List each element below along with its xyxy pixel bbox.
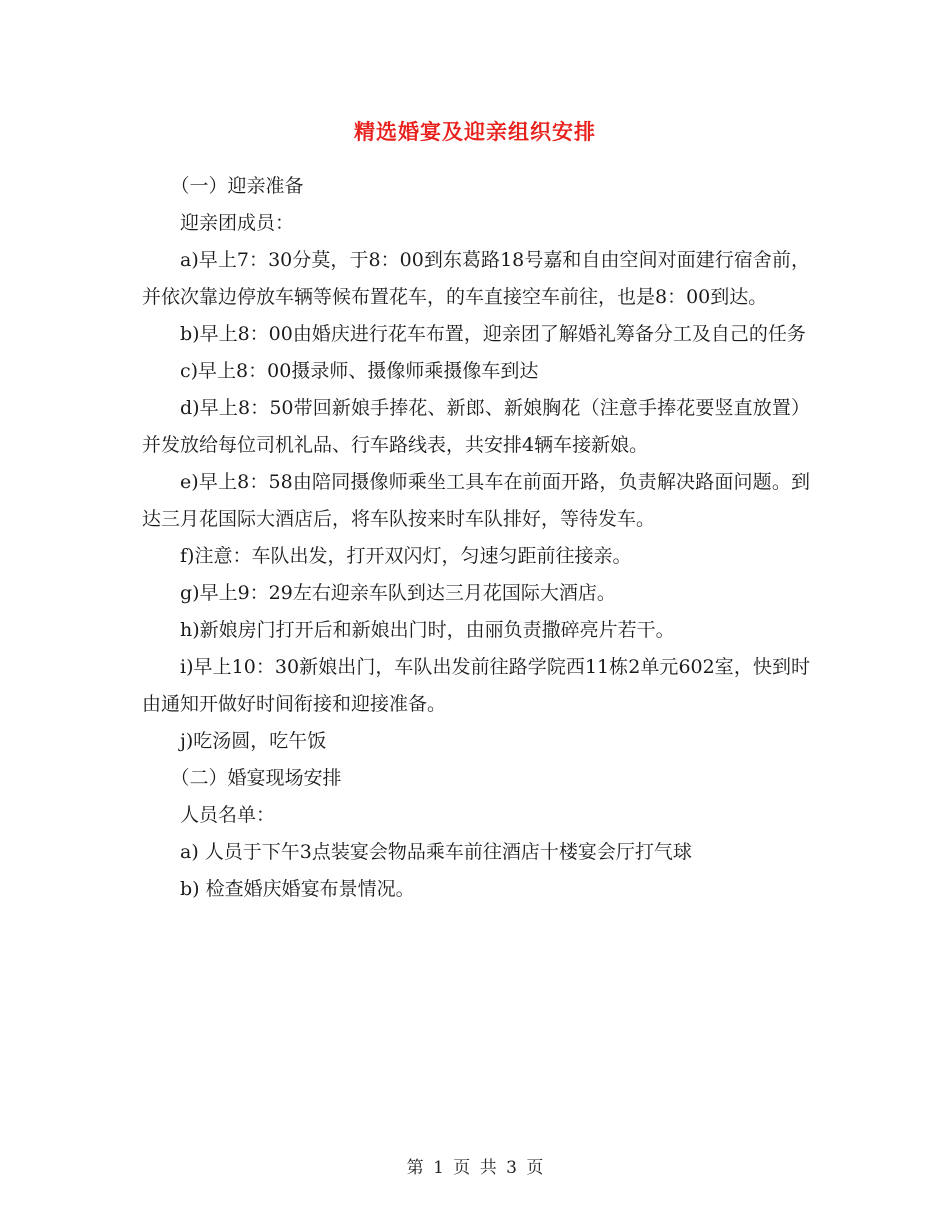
paragraph: g)早上9：29左右迎亲车队到达三月花国际大酒店。 [180,582,616,604]
paragraph: a) 人员于下午3点装宴会物品乘车前往酒店十楼宴会厅打气球 [180,841,692,863]
paragraph: b) 检查婚庆婚宴布景情况。 [180,878,415,900]
paragraph: a)早上7：30分莫，于8：00到东葛路18号嘉和自由空间对面建行宿舍前，并依次靠边停放车辆等候布置花车，的车直接空车前往，也是8：00到达。 [142,249,810,308]
paragraph: e)早上8：58由陪同摄像师乘坐工具车在前面开路，负责解决路面问题。到达三月花国际大酒店后，将车队按来时车队排好，等待发车。 [142,471,810,530]
paragraph: f)注意：车队出发，打开双闪灯，匀速匀距前往接亲。 [180,545,632,567]
page-footer: 第 1 页 共 3 页 [406,1158,544,1178]
section-heading: （一）迎亲准备 [170,175,304,197]
document-body [142,168,810,908]
paragraph: c)早上8：00摄录师、摄像师乘摄像车到达 [180,360,539,382]
paragraph: 人员名单： [180,804,276,826]
document-title: 精选婚宴及迎亲组织安排 [354,119,596,144]
section-heading: （二）婚宴现场安排 [170,767,342,789]
paragraph: b)早上8：00由婚庆进行花车布置，迎亲团了解婚礼筹备分工及自己的任务 [180,323,806,345]
paragraph: 迎亲团成员： [180,212,295,234]
paragraph: j)吃汤圆，吃午饭 [180,730,327,752]
paragraph: i)早上10：30新娘出门，车队出发前往路学院西11栋2单元602室，快到时由通知开做好时间衔接和迎接准备。 [142,656,810,715]
paragraph: h)新娘房门打开后和新娘出门时，由丽负责撒碎亮片若干。 [180,619,675,641]
paragraph: d)早上8：50带回新娘手捧花、新郎、新娘胸花（注意手捧花要竖直放置）并发放给每位司机礼品、行车路线表，共安排4辆车接新娘。 [142,397,810,456]
